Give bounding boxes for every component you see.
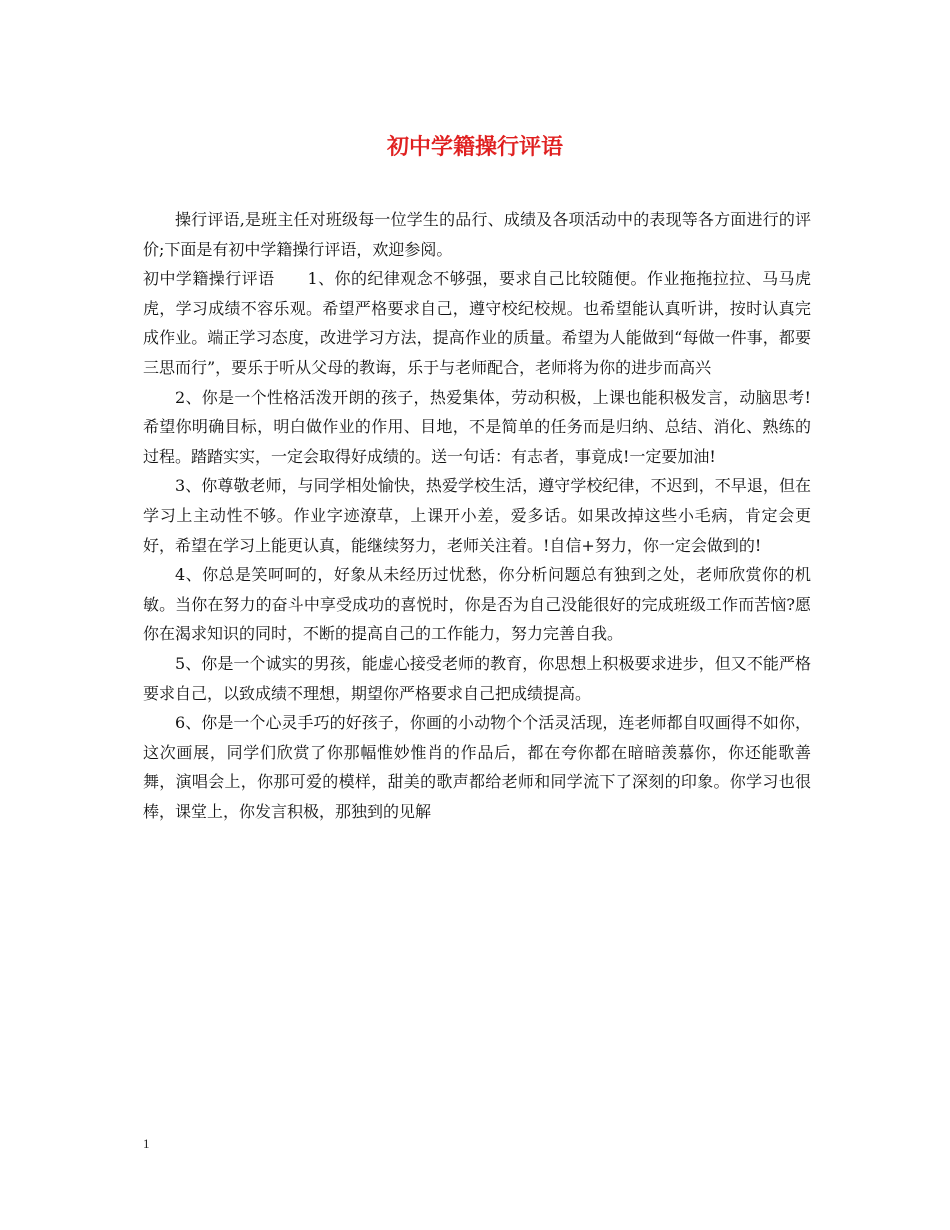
comment-paragraph-6: 6、你是一个心灵手巧的好孩子，你画的小动物个个活灵活现，连老师都自叹画得不如你，这次画展，同学们欣赏了你那幅惟妙惟肖的作品后，都在夸你都在暗暗羡慕你，你还能歌善舞，演唱会上，你那可爱的模样，甜美的歌声都给老师和同学流下了深刻的印象。你学习也很棒，课堂上，你发言积极，那独到的见解 bbox=[143, 713, 811, 821]
page-number: 1 bbox=[143, 1136, 150, 1151]
comment-paragraph-2: 2、你是一个性格活泼开朗的孩子，热爱集体，劳动积极，上课也能积极发言，动脑思考!希望你明确目标，明白做作业的作用、目地，不是简单的任务而是归纳、总结、消化、熟练的过程。踏踏实实，一定会取得好成绩的。送一句话：有志者，事竟成!一定要加油! bbox=[143, 387, 811, 466]
intro-paragraph: 操行评语,是班主任对班级每一位学生的品行、成绩及各项活动中的表现等各方面进行的评价;下面是有初中学籍操行评语，欢迎参阅。 bbox=[143, 210, 811, 259]
document-title: 初中学籍操行评语 bbox=[386, 134, 563, 160]
document-body bbox=[143, 205, 811, 826]
comment-paragraph-5: 5、你是一个诚实的男孩，能虚心接受老师的教育，你思想上积极要求进步，但又不能严格要求自己，以致成绩不理想，期望你严格要求自己把成绩提高。 bbox=[143, 653, 811, 703]
comment-paragraph-4: 4、你总是笑呵呵的，好象从未经历过忧愁，你分析问题总有独到之处，老师欣赏你的机敏。当你在努力的奋斗中享受成功的喜悦时，你是否为自己没能很好的完成班级工作而苦恼?愿你在渴求知识的同时，不断的提高自己的工作能力，努力完善自我。 bbox=[143, 565, 811, 644]
comment-paragraph-3: 3、你尊敬老师，与同学相处愉快，热爱学校生活，遵守学校纪律，不迟到，不早退，但在学习上主动性不够。作业字迹潦草，上课开小差，爱多话。如果改掉这些小毛病，肯定会更好，希望在学习上能更认真，能继续努力，老师关注着。!自信+努力，你一定会做到的! bbox=[143, 476, 811, 555]
comment-paragraph-1: 初中学籍操行评语 1、你的纪律观念不够强，要求自己比较随便。作业拖拖拉拉、马马虎虎，学习成绩不容乐观。希望严格要求自己，遵守校纪校规。也希望能认真听讲，按时认真完成作业。端正学习态度，改进学习方法，提高作业的质量。希望为人能做到“每做一件事，都要三思而行”，要乐于听从父母的教诲，乐于与老师配合，老师将为你的进步而高兴 bbox=[143, 269, 811, 377]
